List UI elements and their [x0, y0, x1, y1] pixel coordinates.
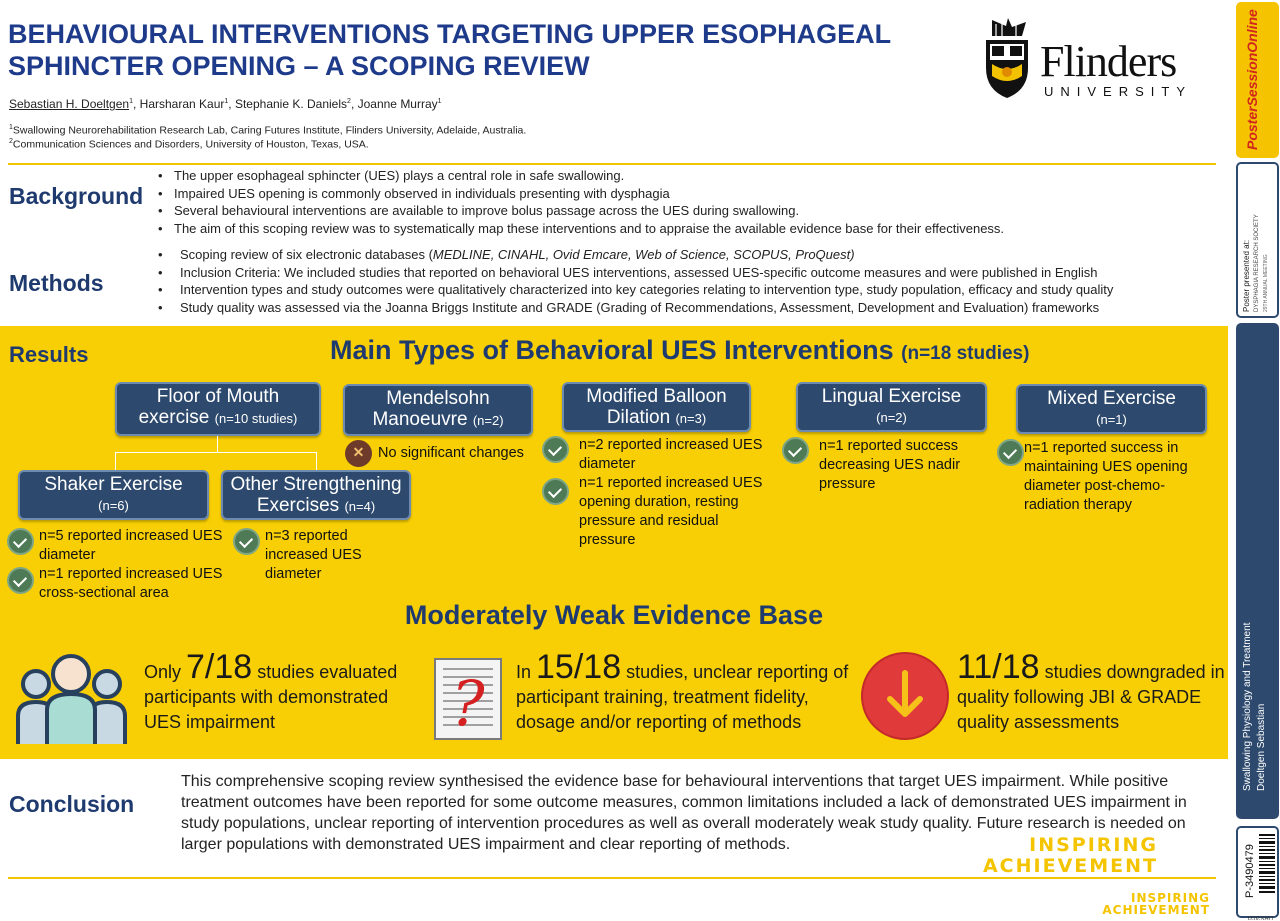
brand-label: PosterSessionOnline [1244, 9, 1260, 150]
results-main-title-text: Main Types of Behavioral UES Interventions [330, 335, 894, 365]
check-icon [7, 528, 34, 555]
stat-number: 15/18 [536, 648, 622, 686]
author-name: Harsharan Kaur [139, 97, 225, 111]
affiliation-2 [9, 138, 369, 151]
intervention-title: Floor of Mouth [156, 386, 280, 407]
intervention-count: (n=2) [472, 413, 504, 428]
affiliation-mark: 2 [9, 138, 13, 145]
intervention-mendelsohn [343, 384, 533, 436]
presented-at-label: Poster presented at: [1242, 239, 1251, 312]
intervention-title: exercise [138, 407, 210, 428]
intervention-title: Modified Balloon [586, 386, 727, 407]
intervention-title: Manoeuvre [372, 409, 468, 430]
crest-icon [978, 16, 1036, 100]
database-list: MEDLINE, CINAHL, Ovid Emcare, Web of Science, SCOPUS, ProQuest) [432, 247, 855, 262]
logo-wordmark: Flinders [1040, 37, 1177, 86]
list-item [156, 246, 1226, 264]
affiliation-text: Communication Sciences and Disorders, University of Houston, Texas, USA. [12, 138, 369, 151]
author-name: Sebastian H. Doeltgen [9, 97, 130, 111]
society-label: DYSPHAGIA RESEARCH SOCIETY [1254, 214, 1260, 312]
poster-id-tab [1236, 826, 1279, 918]
list-item: • The aim of this scoping review was to systematically map these interventions and to appraise the available evidence base for their effectiveness. [156, 220, 1216, 238]
tagline-line: INSPIRING [1130, 891, 1210, 905]
cross-icon [345, 440, 372, 467]
list-item: • Several behavioural interventions are available to improve bolus passage across the UES during swallowing. [156, 202, 1216, 220]
methods-heading: Methods [9, 270, 104, 296]
stat-text: studies, unclear reporting of participant training, treatment fidelity, dosage and/or reporting of methods [516, 662, 849, 732]
intervention-title: Mendelsohn [386, 388, 490, 409]
divider-bottom [8, 877, 1216, 879]
author-affiliation-mark: 1 [129, 98, 133, 105]
results-heading: Results [9, 342, 89, 367]
author-separator: , [132, 97, 140, 111]
results-main-title [330, 335, 1029, 366]
svg-text:?: ? [451, 667, 485, 740]
poster-title-line-1: BEHAVIOURAL INTERVENTIONS TARGETING UPPER ESOPHAGEAL [8, 19, 892, 49]
stat-reporting [516, 648, 866, 735]
stat-text: studies downgraded in quality following JBI & GRADE quality assessments [957, 662, 1225, 732]
background-heading: Background [9, 183, 144, 209]
intervention-count: (n=3) [675, 411, 707, 426]
finding-mendelsohn: No significant changes [378, 445, 524, 461]
intervention-lingual [796, 382, 987, 432]
intervention-count: (n=10 studies) [214, 411, 298, 426]
tree-connector [115, 452, 317, 453]
finding-mixed: n=1 reported success in maintaining UES opening diameter post-chemo-radiation therapy [1024, 440, 1188, 513]
check-icon [782, 437, 809, 464]
stat-number: 7/18 [186, 648, 253, 686]
intervention-title: Dilation [606, 407, 671, 428]
tree-connector [316, 452, 317, 470]
author-list [9, 97, 442, 111]
finding-balloon-1: n=2 reported increased UES diameter [579, 437, 763, 472]
affiliation-mark: 1 [9, 124, 13, 131]
intervention-other-strengthening [221, 470, 411, 520]
list-item: • Inclusion Criteria: We included studies that reported on behavioral UES interventions, assessed UES-specific outcome measures and were published in English [156, 264, 1226, 282]
flinders-logo [978, 16, 1213, 102]
tagline-line: INSPIRING [1029, 834, 1158, 856]
poster-title [8, 18, 988, 82]
intervention-count: (n=2) [876, 410, 907, 425]
check-icon [542, 478, 569, 505]
intervention-count: (n=4) [344, 499, 376, 514]
inspiring-achievement-footer [1060, 892, 1210, 916]
list-item: • The upper esophageal sphincter (UES) plays a central role in safe swallowing. [156, 167, 1216, 185]
check-icon [233, 528, 260, 555]
stat-number: 11/18 [957, 648, 1040, 686]
tagline-line: ACHIEVEMENT [982, 855, 1158, 877]
tree-connector [115, 452, 116, 470]
intervention-count: (n=6) [98, 498, 129, 513]
finding-lingual: n=1 reported success decreasing UES nadir pressure [819, 438, 961, 492]
author-affiliation-mark: 1 [224, 98, 229, 105]
methods-bullet-text: Scoping review of six electronic databases ( [180, 247, 433, 262]
finding-shaker-2: n=1 reported increased UES cross-sectional area [39, 566, 223, 601]
session-info-tab [1236, 323, 1279, 819]
stat-prefix: In [516, 662, 537, 682]
stat-text: studies evaluated participants with demonstrated UES impairment [144, 662, 398, 732]
author-name: Joanne Murray [357, 97, 438, 111]
stat-downgraded [957, 648, 1227, 735]
author-separator: , [350, 97, 358, 111]
author-affiliation-mark: 1 [437, 98, 442, 105]
people-icon [14, 650, 129, 744]
results-main-title-count: (n=18 studies) [901, 343, 1030, 364]
methods-bullets [156, 246, 1226, 316]
meeting-label: 29TH ANNUAL MEETING [1263, 254, 1269, 312]
intervention-title: Exercises [256, 495, 340, 516]
intervention-count: (n=1) [1096, 412, 1127, 427]
list-item: • Intervention types and study outcomes were qualitatively characterized into key categories relating to intervention type, study population, efficacy and study quality [156, 281, 1226, 299]
intervention-title: Other Strengthening [230, 474, 402, 495]
check-icon [997, 439, 1024, 466]
session-label: Swallowing Physiology and Treatment [1242, 622, 1253, 791]
document-question-icon [433, 657, 503, 741]
barcode-icon [1259, 834, 1275, 896]
down-arrow-icon [860, 651, 950, 741]
affiliation-text: Swallowing Neurorehabilitation Research Lab, Caring Futures Institute, Flinders University, Adelaide, Australia. [12, 124, 527, 137]
divider-top [8, 163, 1216, 165]
stat-prefix: Only [144, 662, 187, 682]
intervention-title: Lingual Exercise [821, 386, 962, 407]
evidence-heading: Moderately Weak Evidence Base [404, 600, 824, 630]
intervention-title: Shaker Exercise [44, 474, 183, 495]
stat-impairment [144, 648, 429, 735]
intervention-shaker [18, 470, 209, 520]
author-separator: , [228, 97, 235, 111]
intervention-balloon-dilation [562, 382, 751, 432]
tagline-line: ACHIEVEMENT [1102, 903, 1210, 917]
finding-balloon-2: n=1 reported increased UES opening duration, resting pressure and residual pressure [579, 475, 763, 548]
finding-shaker-1: n=5 reported increased UES diameter [39, 528, 223, 563]
affiliation-1 [9, 124, 526, 137]
finding-other-strengthening: n=3 reported increased UES diameter [265, 528, 362, 582]
inspiring-achievement-tagline [925, 835, 1158, 877]
barcode-id: DRS2021 [1247, 914, 1274, 920]
check-icon [7, 567, 34, 594]
author-name: Stephanie K. Daniels [234, 97, 348, 111]
intervention-mixed [1016, 384, 1207, 434]
poster-id: P-3490479 [1244, 844, 1256, 898]
intervention-floor-of-mouth [115, 382, 321, 436]
intervention-title: Mixed Exercise [1047, 388, 1176, 409]
presenter-label: Doeltgen Sebastian [1256, 703, 1267, 791]
background-bullets [156, 167, 1216, 237]
list-item: • Impaired UES opening is commonly observed in individuals presenting with dysphagia [156, 185, 1216, 203]
postersession-brand-tab [1236, 2, 1279, 158]
author-affiliation-mark: 2 [347, 98, 351, 105]
conclusion-heading: Conclusion [9, 791, 135, 817]
poster-title-line-2: SPHINCTER OPENING – A SCOPING REVIEW [8, 51, 590, 81]
check-icon [542, 436, 569, 463]
conclusion-text: This comprehensive scoping review synthesised the evidence base for behavioural interventions that target UES impairment. While positive treatment outcomes have been reported for some outcome measures, common limitations included a lack of demonstrated UES impairment in study populations, unclear reporting of intervention procedures as well as overall moderately weak study quality. Future research is needed on larger populations with demonstrated UES impairment and clear reporting of methods. [181, 773, 1187, 853]
logo-subtitle: UNIVERSITY [1044, 84, 1193, 99]
presented-at-tab [1236, 162, 1279, 318]
tree-connector [217, 436, 218, 452]
list-item: • Study quality was assessed via the Joanna Briggs Institute and GRADE (Grading of Recommendations, Assessment, Development and Evaluation) frameworks [156, 299, 1226, 317]
